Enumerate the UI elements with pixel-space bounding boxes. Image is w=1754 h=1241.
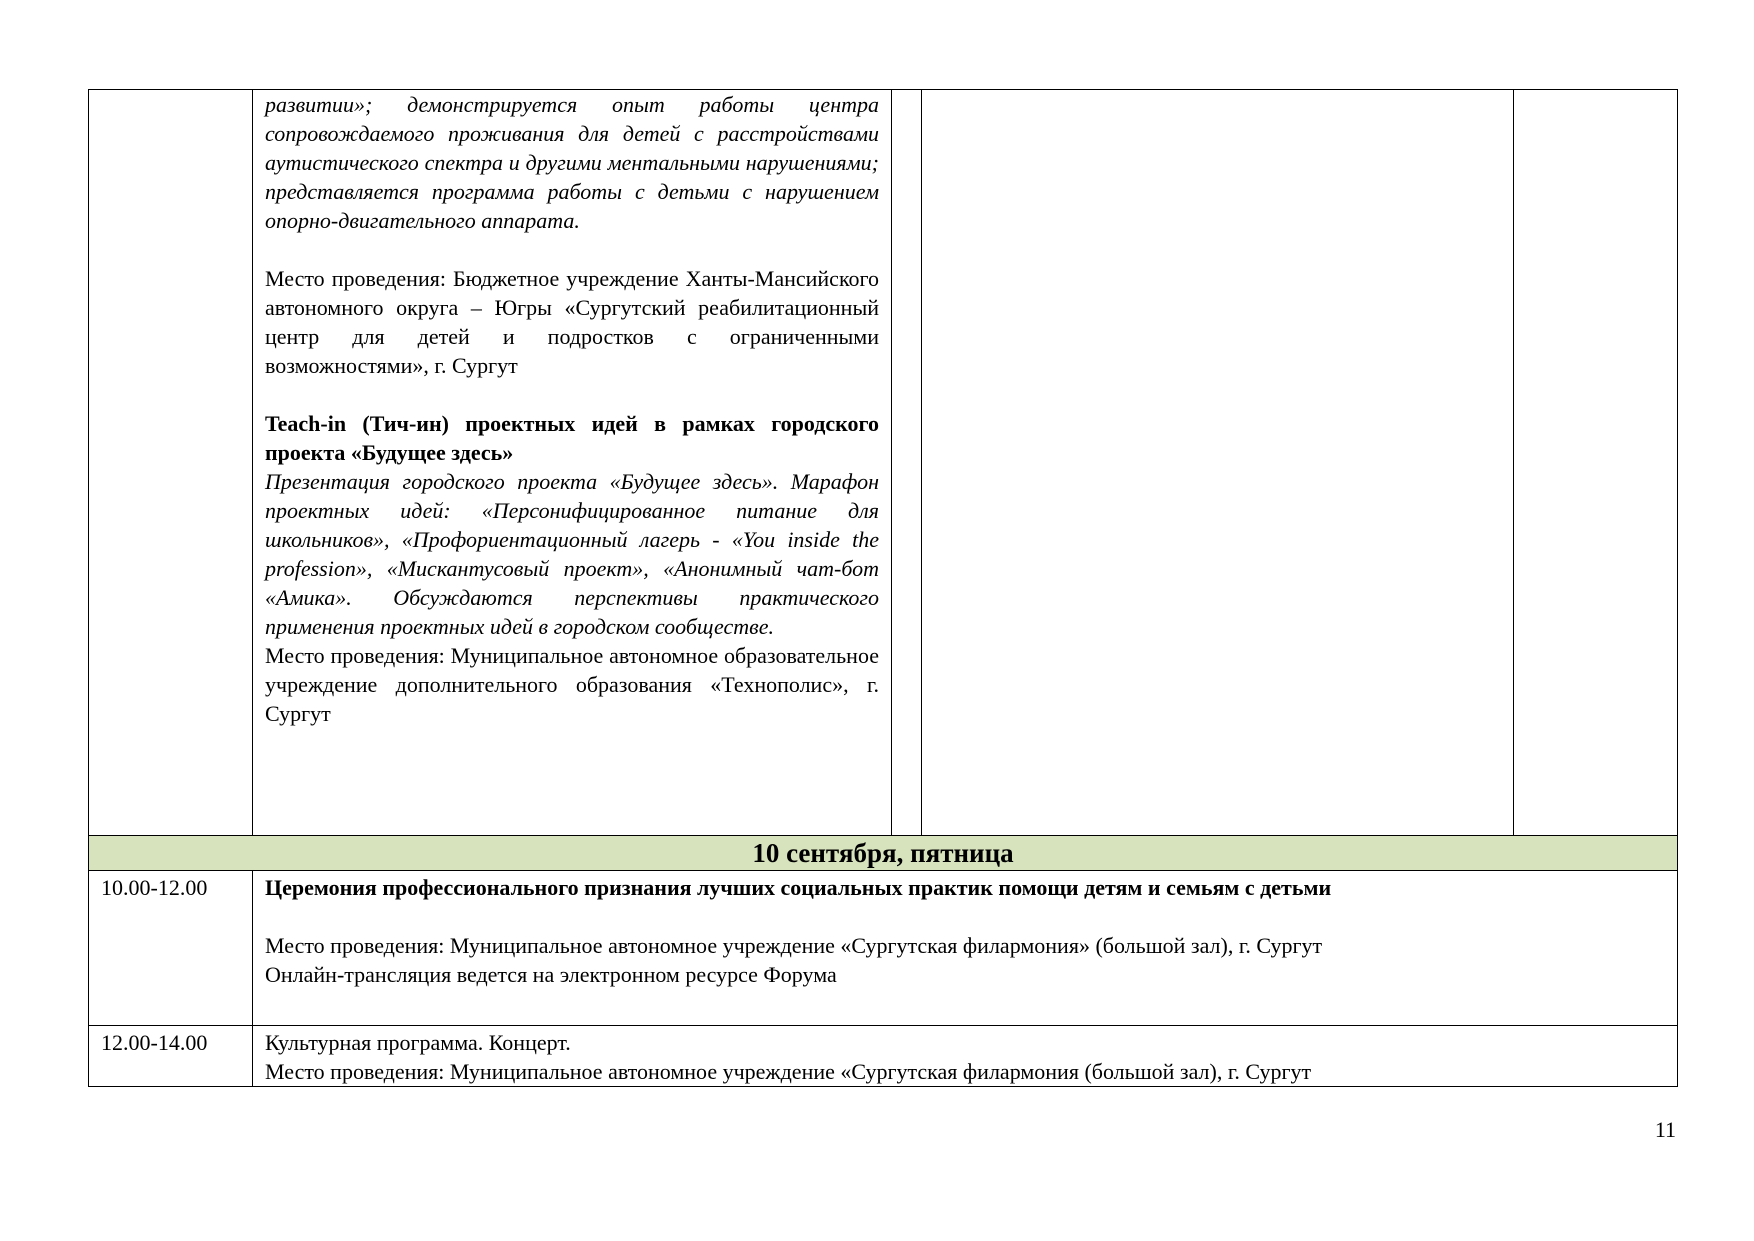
event-title: Культурная программа. Концерт. [265,1030,571,1055]
table-row [89,1026,1678,1087]
program-table [88,89,1678,1087]
day-header: 10 сентября, пятница [89,836,1678,871]
empty-cell [892,90,922,836]
event-note: Онлайн-трансляция ведется на электронном ресурсе Форума [265,962,837,987]
event-time: 10.00-12.00 [89,871,253,1026]
empty-cell [1514,90,1678,836]
page-number: 11 [1654,1117,1676,1142]
event-description-cell [253,90,892,836]
day-header-row [89,836,1678,871]
teach-in-description: Презентация городского проекта «Будущее здесь». Марафон проектных идей: «Персонифицированное питание для школьников», «Профориентационный лагерь - «You inside the profession», «Мискантусовый проект», «Анонимный чат-бот «Амика». Обсуждаются перспективы практического применения проектных идей в городском сообществе. [265,469,879,639]
table-row [89,90,1678,836]
event-description-cell [253,1026,1678,1087]
teach-in-title: Teach-in (Тич-ин) проектных идей в рамках городского проекта «Будущее здесь» [265,411,879,465]
event-venue: Место проведения: Муниципальное автономное учреждение «Сургутская филармония» (большой зал), г. Сургут [265,933,1323,958]
continuation-description: развитии»; демонстрируется опыт работы центра сопровождаемого проживания для детей с расстройствами аутистического спектра и другими ментальными нарушениями; представляется программа работы с детьми с нарушением опорно-двигательного аппарата. [265,92,879,233]
continuation-venue: Место проведения: Бюджетное учреждение Ханты-Мансийского автономного округа – Югры «Сургутский реабилитационный центр для детей и подростков с ограниченными возможностями», г. Сургут [265,266,879,378]
event-time: 12.00-14.00 [89,1026,253,1087]
teach-in-venue: Место проведения: Муниципальное автономное образовательное учреждение дополнительного образования «Технополис», г. Сургут [265,643,879,726]
table-row [89,871,1678,1026]
time-cell [89,90,253,836]
event-title: Церемония профессионального признания лучших социальных практик помощи детям и семьям с детьми [265,875,1332,900]
empty-cell [922,90,1514,836]
event-venue: Место проведения: Муниципальное автономное учреждение «Сургутская филармония (большой зал), г. Сургут [265,1059,1312,1084]
event-description-cell [253,871,1678,1026]
